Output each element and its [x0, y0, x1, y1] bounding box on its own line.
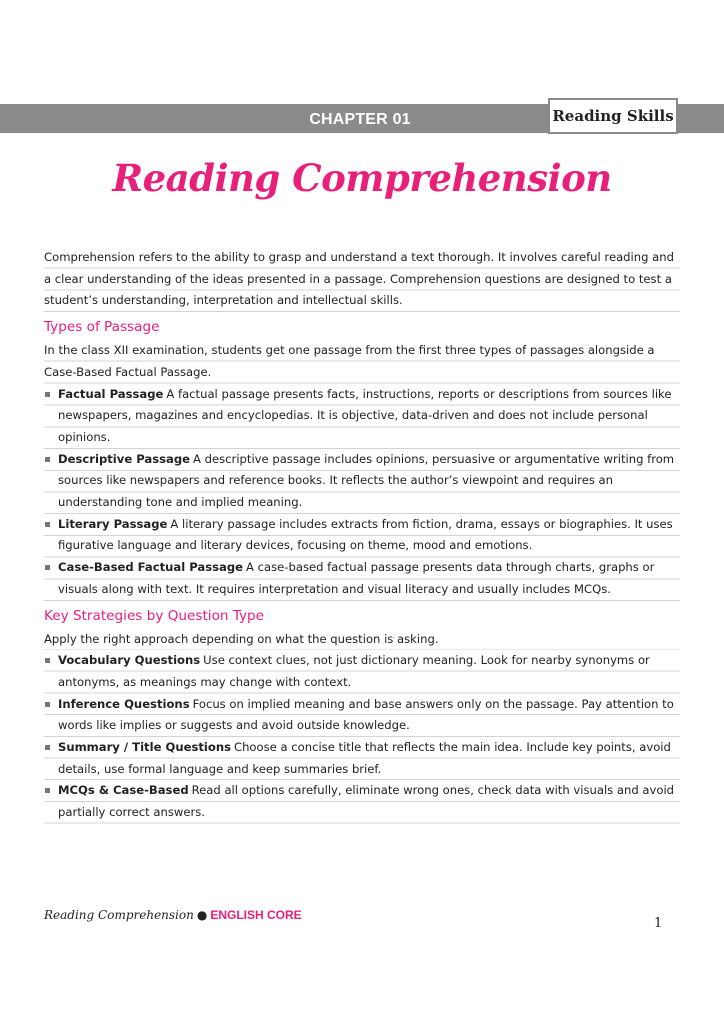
item-text: A literary passage includes extracts from fiction, drama, essays or biographies. It uses figurative language and literary devices, focusing on theme, mood and emotions.	[58, 516, 673, 553]
types-heading: Types of Passage	[44, 319, 160, 336]
item-term: Vocabulary Questions	[58, 653, 201, 668]
intro-paragraph: Comprehension refers to the ability to grasp and understand a text thorough. It involves careful reading and a clear understanding of the ideas presented in a passage. Comprehension questions are designed to test a student’s understanding, interpretation and intellectual skills.	[44, 247, 680, 312]
item-text: A case-based factual passage presents data through charts, graphs or visuals along with text. It requires interpretation and visual literacy and usually includes MCQs.	[58, 560, 655, 596]
list-item	[44, 557, 680, 600]
strategies-heading: Key Strategies by Question Type	[44, 607, 265, 624]
item-term: Literary Passage	[58, 516, 168, 531]
list-item	[44, 650, 680, 693]
item-term: Inference Questions	[58, 696, 190, 711]
item-term: MCQs & Case-Based	[58, 783, 189, 798]
footer-book-title: Reading Comprehension	[44, 908, 194, 922]
item-term: Case-Based Factual Passage	[58, 560, 244, 575]
item-term: Descriptive Passage	[58, 451, 191, 466]
page-title: Reading Comprehension	[112, 156, 612, 200]
types-lead: In the class XII examination, students get one passage from the first three types of passages alongside a Case-Based Factual Passage.	[44, 340, 680, 383]
footer-subject: ENGLISH CORE	[210, 908, 302, 922]
running-footer	[44, 908, 302, 922]
item-text: A descriptive passage includes opinions, persuasive or argumentative writing from sources like newspapers and reference books. It reflects the author’s viewpoint and requires an understanding tone and implied meaning.	[58, 451, 675, 510]
list-item	[44, 780, 680, 823]
item-term: Summary / Title Questions	[58, 740, 231, 755]
item-text: Read all options carefully, eliminate wrong ones, check data with visuals and avoid partially correct answers.	[58, 783, 675, 820]
section-tab: Reading Skills	[548, 98, 678, 134]
strategies-list	[44, 650, 680, 824]
list-item	[44, 737, 680, 780]
item-text: Use context clues, not just dictionary meaning. Look for nearby synonyms or antonyms, as meanings may change with context.	[58, 653, 650, 689]
passage-types-list	[44, 384, 680, 601]
item-text: A factual passage presents facts, instructions, reports or descriptions from sources like newspapers, magazines and encyclopedias. It is objective, data-driven and does not include personal opinions.	[58, 386, 672, 444]
item-text: Focus on implied meaning and base answers only on the passage. Pay attention to words like implies or suggests and avoid outside knowledge.	[58, 696, 674, 733]
main-content	[44, 247, 680, 824]
bullet-dot-icon: ●	[196, 908, 208, 922]
item-term: Factual Passage	[58, 386, 164, 401]
item-text: Choose a concise title that reflects the main idea. Include key points, avoid details, use formal language and keep summaries brief.	[58, 740, 671, 776]
chapter-label: CHAPTER 01	[309, 111, 411, 128]
list-item	[44, 384, 680, 449]
list-item	[44, 449, 680, 514]
list-item	[44, 694, 680, 737]
strategies-lead: Apply the right approach depending on what the question is asking.	[44, 629, 680, 651]
page-number: 1	[654, 916, 663, 931]
list-item	[44, 514, 680, 557]
